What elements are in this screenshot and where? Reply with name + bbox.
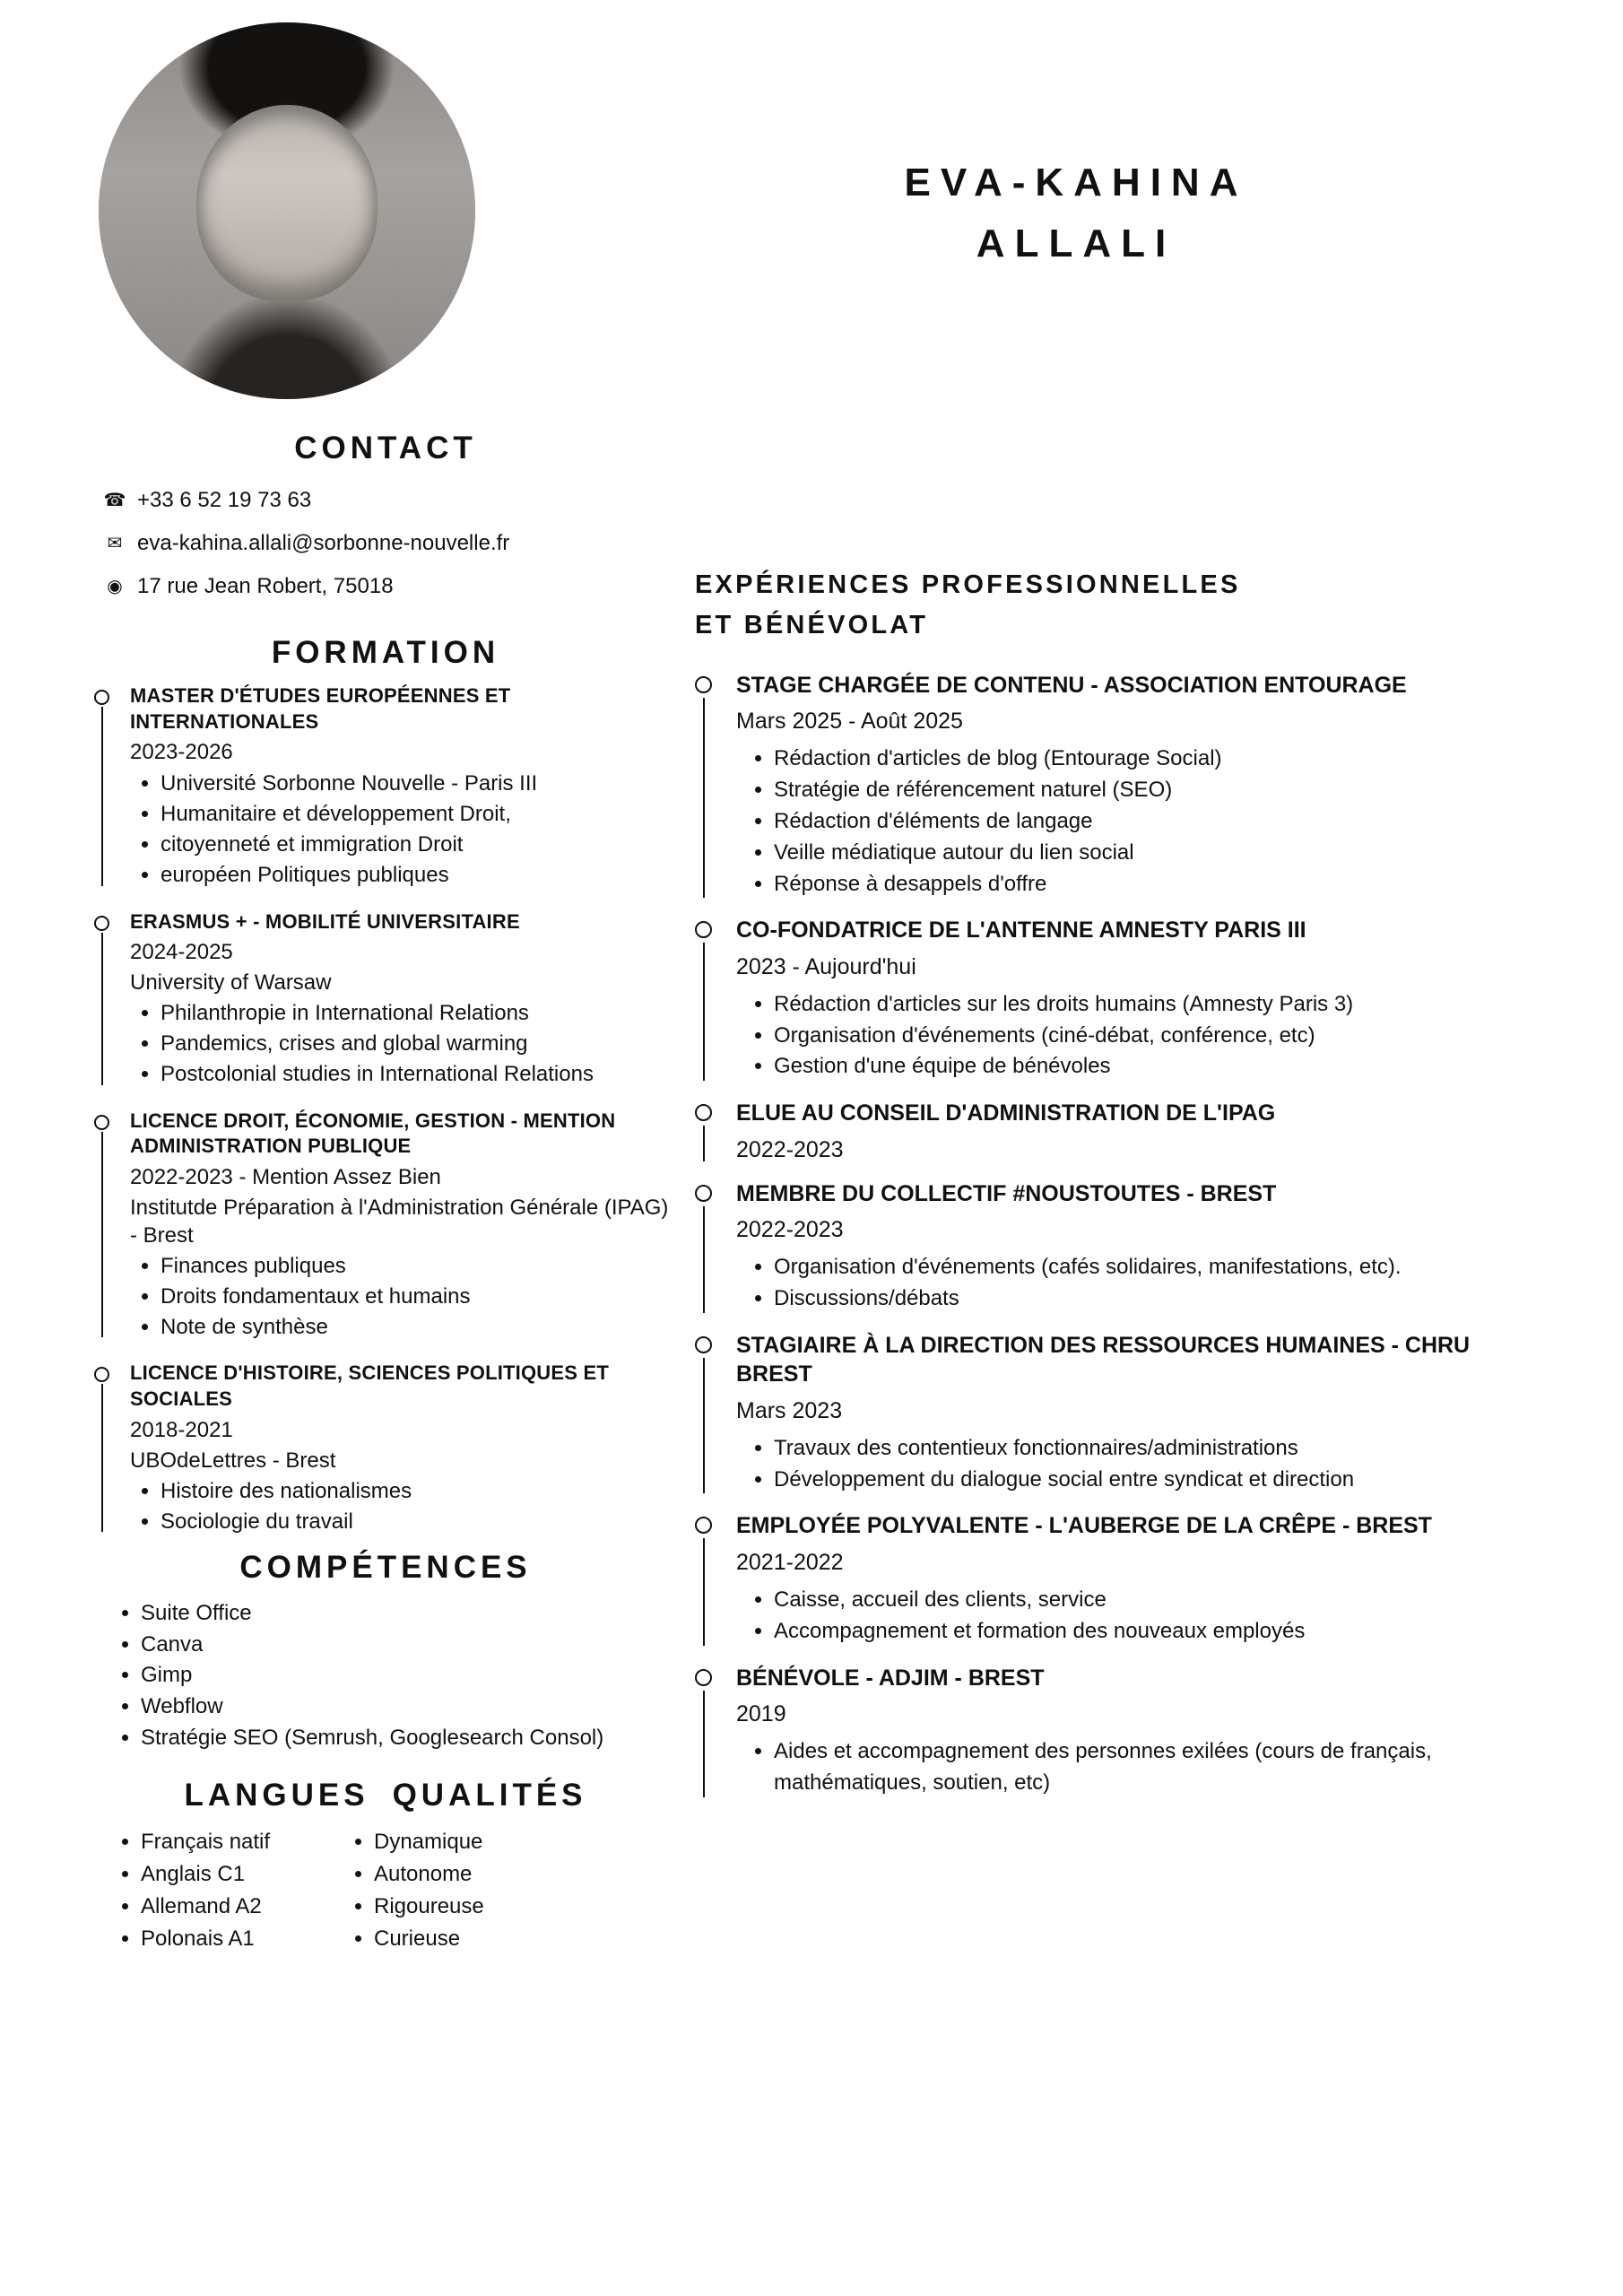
entry-date: Mars 2025 - Août 2025 <box>736 709 963 735</box>
list-item: • Rédaction d'articles de blog (Entourage Social) <box>774 744 1547 775</box>
formation-section-title: FORMATION <box>271 635 500 670</box>
entry-date: 2023-2026 <box>130 740 233 765</box>
name-first: EVA-KAHINA <box>904 161 1248 204</box>
timeline-rail <box>101 1384 103 1532</box>
list-item: • citoyenneté et immigration Droit <box>161 830 677 860</box>
name-last: ALLALI <box>976 222 1176 266</box>
list-item: • Développement du dialogue social entre syndicat et direction <box>774 1465 1547 1496</box>
contact-phone-value: +33 6 52 19 73 63 <box>137 488 312 512</box>
experience-entry <box>695 1511 1547 1647</box>
list-item: • Stratégie SEO (Semrush, Googlesearch Consol) <box>141 1723 677 1754</box>
list-item <box>103 522 677 565</box>
timeline-rail <box>703 698 705 898</box>
list-item: • Travaux des contentieux fonctionnaires/administrations <box>774 1433 1547 1465</box>
list-item: • Autonome <box>374 1858 612 1891</box>
list-item: • Discussions/débats <box>774 1283 1547 1315</box>
entry-title: ERASMUS + - MOBILITÉ UNIVERSITAIRE <box>130 909 520 933</box>
entry-bullets <box>130 1476 677 1537</box>
location-pin-icon: ◉ <box>107 577 123 596</box>
list-item: • Aides et accompagnement des personnes exilées (cours de français, mathématiques, soutien, etc) <box>774 1736 1547 1799</box>
experience-entry <box>695 671 1547 900</box>
timeline-rail <box>101 707 103 886</box>
list-item: • européen Politiques publiques <box>161 860 677 891</box>
experiences-title-line1: EXPÉRIENCES PROFESSIONNELLES <box>695 570 1241 599</box>
timeline-dot-icon <box>695 1517 712 1534</box>
list-item: • Anglais C1 <box>141 1858 343 1891</box>
qualites-title: QUALITÉS <box>392 1777 587 1813</box>
entry-date: 2023 - Aujourd'hui <box>736 953 916 979</box>
contact-email-value: eva-kahina.allali@sorbonne-nouvelle.fr <box>137 531 510 555</box>
entry-org: UBOdeLettres - Brest <box>130 1448 336 1473</box>
list-item: • Finances publiques <box>161 1251 677 1282</box>
list-item: • Histoire des nationalismes <box>161 1476 677 1507</box>
experience-entry <box>695 916 1547 1083</box>
cv-header <box>0 0 1623 422</box>
formation-entry <box>94 1361 677 1537</box>
experiences-title-line2: ET BÉNÉVOLAT <box>695 610 929 639</box>
entry-bullets <box>736 1585 1547 1648</box>
list-item: • Accompagnement et formation des nouveaux employés <box>774 1616 1547 1648</box>
list-item <box>103 479 677 522</box>
timeline-dot-icon <box>695 676 712 693</box>
qualites-list <box>343 1826 612 1955</box>
list-item: • Stratégie de référencement naturel (SEO) <box>774 775 1547 806</box>
contact-section-title: CONTACT <box>294 430 477 465</box>
entry-bullets <box>736 1433 1547 1496</box>
entry-title: STAGE CHARGÉE DE CONTENU - ASSOCIATION ENTOURAGE <box>736 672 1407 698</box>
list-item: • Philanthropie in International Relations <box>161 998 677 1029</box>
langues-list <box>110 1826 343 1955</box>
list-item: • Curieuse <box>374 1923 612 1955</box>
list-item: • Note de synthèse <box>161 1312 677 1343</box>
entry-org: Institutde Préparation à l'Administration Générale (IPAG) - Brest <box>130 1195 669 1248</box>
timeline-rail <box>101 1132 103 1338</box>
list-item: • Caisse, accueil des clients, service <box>774 1585 1547 1616</box>
entry-bullets <box>736 1252 1547 1315</box>
list-item: • Sociologie du travail <box>161 1507 677 1537</box>
timeline-dot-icon <box>94 916 109 931</box>
timeline-rail <box>703 1691 705 1797</box>
list-item: • Veille médiatique autour du lien social <box>774 838 1547 869</box>
timeline-rail <box>703 1538 705 1645</box>
entry-date: 2022-2023 - Mention Assez Bien <box>130 1164 441 1189</box>
list-item: • Allemand A2 <box>141 1891 343 1923</box>
entry-date: 2018-2021 <box>130 1417 233 1442</box>
list-item: • Pandemics, crises and global warming <box>161 1029 677 1059</box>
entry-bullets <box>130 1251 677 1343</box>
timeline-rail <box>703 943 705 1081</box>
portrait-photo <box>99 22 475 399</box>
list-item: • Dynamique <box>374 1826 612 1858</box>
entry-date: 2022-2023 <box>736 1136 844 1162</box>
experiences-section-title <box>695 565 1547 646</box>
entry-title: BÉNÉVOLE - ADJIM - BREST <box>736 1665 1045 1691</box>
list-item: • Rédaction d'articles sur les droits humains (Amnesty Paris 3) <box>774 989 1547 1021</box>
timeline-dot-icon <box>695 921 712 938</box>
entry-date: 2019 <box>736 1701 786 1727</box>
list-item: • Gestion d'une équipe de bénévoles <box>774 1051 1547 1083</box>
list-item <box>103 565 677 608</box>
entry-bullets <box>736 744 1547 900</box>
timeline-dot-icon <box>695 1104 712 1121</box>
entry-title: LICENCE D'HISTOIRE, SCIENCES POLITIQUES ET SOCIALES <box>130 1361 609 1410</box>
entry-title: MEMBRE DU COLLECTIF #NOUSTOUTES - BREST <box>736 1180 1277 1206</box>
timeline-dot-icon <box>695 1185 712 1202</box>
langues-title: LANGUES <box>184 1777 369 1813</box>
competences-section-title: COMPÉTENCES <box>239 1549 532 1585</box>
langues-qualites-lists <box>110 1826 677 1955</box>
left-column <box>94 430 677 1955</box>
entry-title: EMPLOYÉE POLYVALENTE - L'AUBERGE DE LA CRÊPE - BREST <box>736 1513 1432 1539</box>
page-title <box>628 152 1524 274</box>
entry-title: ELUE AU CONSEIL D'ADMINISTRATION DE L'IPAG <box>736 1100 1276 1126</box>
phone-icon: ☎ <box>103 491 126 510</box>
entry-date: Mars 2023 <box>736 1397 843 1423</box>
entry-org: University of Warsaw <box>130 970 332 996</box>
list-item: • Gimp <box>141 1660 677 1692</box>
entry-bullets <box>736 1736 1547 1799</box>
competences-list <box>110 1598 677 1754</box>
entry-title: STAGIAIRE À LA DIRECTION DES RESSOURCES HUMAINES - CHRU BREST <box>736 1332 1471 1387</box>
timeline-rail <box>101 933 103 1085</box>
list-item: • Organisation d'événements (ciné-débat, conférence, etc) <box>774 1021 1547 1052</box>
list-item: • Rédaction d'éléments de langage <box>774 806 1547 838</box>
timeline-rail <box>703 1358 705 1494</box>
avatar <box>99 22 475 399</box>
timeline-dot-icon <box>695 1669 712 1686</box>
list-item: • Organisation d'événements (cafés solidaires, manifestations, etc). <box>774 1252 1547 1283</box>
timeline-rail <box>703 1126 705 1161</box>
list-item: • Français natif <box>141 1826 343 1858</box>
timeline-dot-icon <box>94 690 109 705</box>
contact-list <box>103 479 677 608</box>
langues-qualites-section-title <box>94 1778 677 1813</box>
list-item: • Université Sorbonne Nouvelle - Paris III <box>161 769 677 799</box>
entry-date: 2022-2023 <box>736 1217 844 1243</box>
right-column <box>695 565 1547 1815</box>
list-item: • Polonais A1 <box>141 1923 343 1955</box>
list-item: • Humanitaire et développement Droit, <box>161 799 677 830</box>
experience-entry <box>695 1664 1547 1799</box>
list-item: • Réponse à desappels d'offre <box>774 869 1547 900</box>
entry-title: LICENCE DROIT, ÉCONOMIE, GESTION - MENTION ADMINISTRATION PUBLIQUE <box>130 1109 616 1158</box>
email-icon: ✉ <box>107 534 123 553</box>
timeline-dot-icon <box>94 1115 109 1130</box>
entry-title: MASTER D'ÉTUDES EUROPÉENNES ET INTERNATIONALES <box>130 684 511 733</box>
experience-entry <box>695 1331 1547 1496</box>
timeline-dot-icon <box>695 1336 712 1353</box>
list-item: • Droits fondamentaux et humains <box>161 1282 677 1312</box>
entry-date: 2021-2022 <box>736 1549 844 1575</box>
formation-entry <box>94 683 677 891</box>
list-item: • Suite Office <box>141 1598 677 1630</box>
experience-entry <box>695 1099 1547 1163</box>
entry-bullets <box>736 989 1547 1083</box>
list-item: • Postcolonial studies in International Relations <box>161 1059 677 1090</box>
formation-entry <box>94 1109 677 1344</box>
entry-bullets <box>130 769 677 891</box>
list-item: • Canva <box>141 1630 677 1661</box>
entry-date: 2024-2025 <box>130 940 233 965</box>
entry-title: CO-FONDATRICE DE L'ANTENNE AMNESTY PARIS III <box>736 918 1306 944</box>
timeline-dot-icon <box>94 1367 109 1382</box>
list-item: • Webflow <box>141 1692 677 1723</box>
formation-entry <box>94 909 677 1091</box>
list-item: • Rigoureuse <box>374 1891 612 1923</box>
entry-bullets <box>130 998 677 1090</box>
timeline-rail <box>703 1206 705 1313</box>
experience-entry <box>695 1179 1547 1315</box>
contact-address-value: 17 rue Jean Robert, 75018 <box>137 574 394 598</box>
